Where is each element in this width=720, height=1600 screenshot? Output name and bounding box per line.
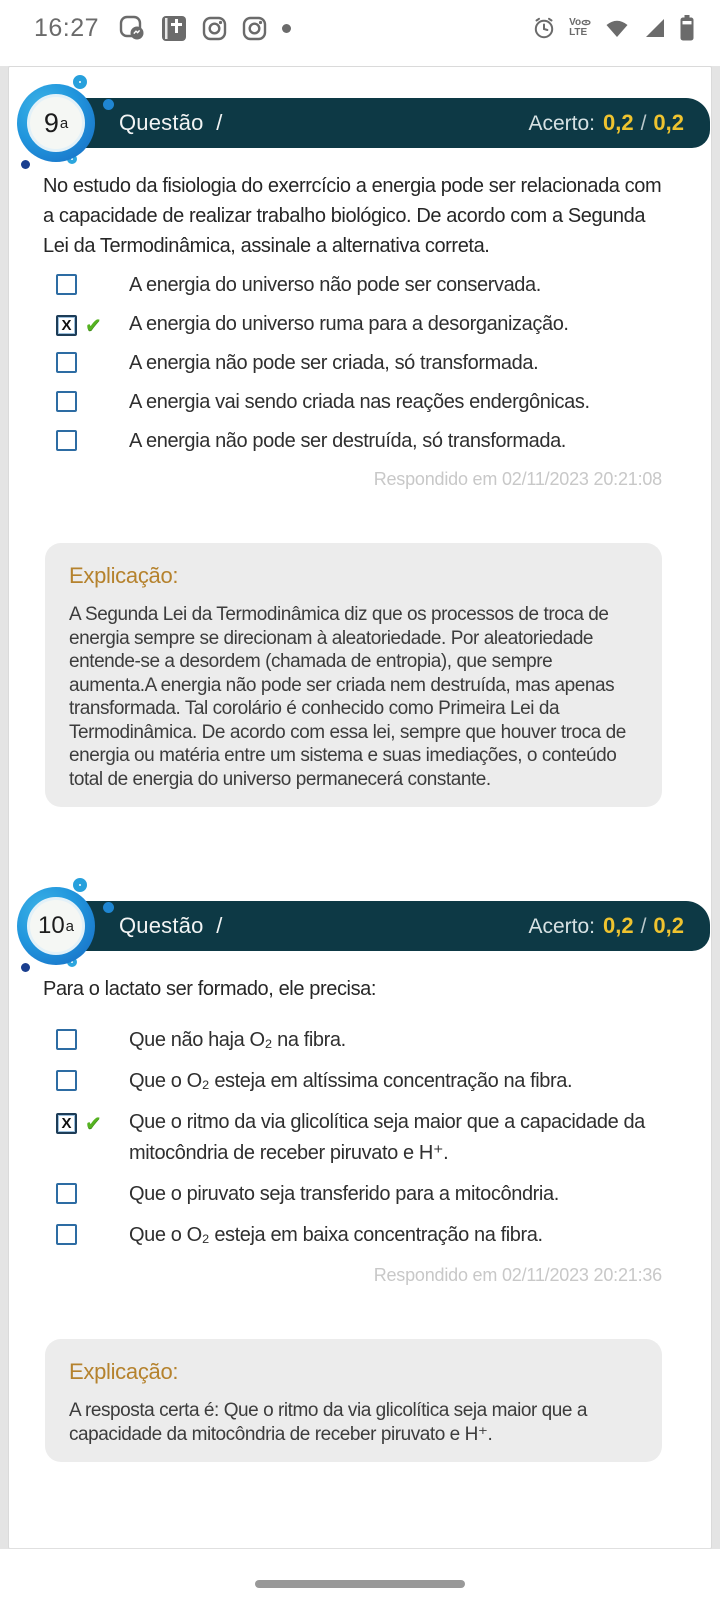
- explanation-box: [45, 1339, 662, 1462]
- option-row-selected-correct: X ✔ A energia do universo ruma para a desorganização.: [43, 313, 671, 340]
- option-row: Que o O₂ esteja em altíssima concentração na fibra.: [43, 1070, 671, 1097]
- wifi-icon: [604, 16, 630, 40]
- instagram-icon: [202, 16, 227, 41]
- question-card-10: [9, 901, 711, 1462]
- option-row: A energia do universo não pode ser conservada.: [43, 274, 671, 301]
- score-display: Acerto: 0,2 / 0,2: [528, 913, 684, 938]
- checkbox[interactable]: [56, 430, 77, 451]
- option-row: A energia vai sendo criada nas reações endergônicas.: [43, 391, 671, 418]
- navigation-area: [0, 1559, 720, 1600]
- question-10-header-bar: [56, 901, 710, 951]
- score-display: Acerto: 0,2 / 0,2: [528, 110, 684, 135]
- question-10-header: [9, 901, 711, 951]
- bubble-decoration: [73, 878, 87, 892]
- correct-check-icon: ✔: [85, 315, 102, 337]
- options-list: [43, 1029, 671, 1251]
- answered-timestamp: Respondido em 02/11/2023 20:21:08: [373, 469, 662, 489]
- content-background: [0, 66, 720, 1549]
- volte-bottom-label: LTE: [569, 27, 588, 38]
- checkbox[interactable]: [56, 274, 77, 295]
- quiz-review-card: [8, 66, 712, 1549]
- explanation-title: Explicação:: [69, 1359, 179, 1384]
- notification-dot: [282, 24, 291, 33]
- question-9-header-bar: [56, 98, 710, 148]
- question-number-badge: [15, 76, 115, 172]
- checkbox-checked[interactable]: X: [56, 315, 77, 336]
- score-earned: 0,2: [602, 913, 634, 938]
- option-row: Que o O₂ esteja em baixa concentração na fibra.: [43, 1224, 671, 1251]
- question-text: No estudo da fisiologia do exerrcício a energia pode ser relacionada com a capacidade de realizar trabalho biológico. De acordo com a Segunda Lei da Termodinâmica, assinale a alternativa correta.: [43, 175, 662, 257]
- bubble-decoration: [103, 902, 114, 913]
- signal-icon: [643, 16, 667, 40]
- system-status-icons: [532, 15, 694, 41]
- bubble-decoration: [73, 75, 87, 89]
- option-row: A energia não pode ser criada, só transformada.: [43, 352, 671, 379]
- question-text: Para o lactato ser formado, ele precisa:: [43, 978, 377, 1000]
- explanation-title: Explicação:: [69, 563, 179, 588]
- badge-ring: [17, 887, 95, 965]
- checkbox[interactable]: [56, 391, 77, 412]
- alarm-icon: [532, 16, 556, 40]
- checkbox[interactable]: [56, 1029, 77, 1050]
- score-total: 0,2: [653, 110, 684, 135]
- score-earned: 0,2: [602, 110, 634, 135]
- badge-ring: [17, 84, 95, 162]
- option-row: Que não haja O₂ na fibra.: [43, 1029, 671, 1056]
- explanation-text: A Segunda Lei da Termodinâmica diz que os processos de troca de energia sempre se direcionam à aleatoriedade. Por aleatoriedade entende-se a desordem (chamada de entropia), que sempre aumenta.A energia não pode ser criada nem destruída, mas apenas transformada. Tal corolário é conhecido como Primeira Lei da Termodinâmica. De acordo com essa lei, sempre que houver troca de energia ou matéria entre um sistema e suas imediações, o conteúdo total de energia do universo permanecerá constante.: [69, 604, 626, 790]
- question-label: Questão /: [119, 913, 223, 938]
- bubble-decoration: [21, 963, 30, 972]
- battery-icon: [680, 15, 694, 41]
- option-row: Que o piruvato seja transferido para a mitocôndria.: [43, 1183, 671, 1210]
- page-body: [0, 66, 720, 1559]
- question-9-header: [9, 98, 711, 148]
- bubble-decoration: [21, 160, 30, 169]
- notification-icons: [119, 15, 291, 42]
- correct-check-icon: ✔: [85, 1113, 102, 1135]
- explanation-box: [45, 543, 662, 807]
- question-number-badge: [15, 879, 115, 975]
- question-number: 10 a: [27, 897, 85, 955]
- question-card-9: [9, 98, 711, 807]
- bible-icon: [161, 15, 187, 42]
- answered-timestamp: Respondido em 02/11/2023 20:21:36: [373, 1265, 662, 1285]
- checkbox-checked[interactable]: X: [56, 1113, 77, 1134]
- messenger-icon: [119, 15, 146, 42]
- score-total: 0,2: [653, 913, 684, 938]
- question-label: Questão /: [119, 110, 223, 135]
- volte-icon: [569, 18, 591, 38]
- question-number: 9 a: [27, 94, 85, 152]
- checkbox[interactable]: [56, 352, 77, 373]
- status-bar: [0, 0, 720, 56]
- option-row: A energia não pode ser destruída, só transformada.: [43, 430, 671, 457]
- clock-time: 16:27: [34, 13, 100, 42]
- checkbox[interactable]: [56, 1070, 77, 1091]
- checkbox[interactable]: [56, 1224, 77, 1245]
- checkbox[interactable]: [56, 1183, 77, 1204]
- explanation-text: A resposta certa é: Que o ritmo da via glicolítica seja maior que a capacidade da mitocôndria de receber piruvato e H⁺.: [69, 1400, 587, 1445]
- bubble-decoration: [103, 99, 114, 110]
- options-list: [43, 274, 671, 457]
- volte-top-label: Voᯣ: [569, 17, 591, 28]
- option-row-selected-correct: X ✔ Que o ritmo da via glicolítica seja maior que a capacidade da mitocôndria de receber piruvato e H⁺.: [43, 1111, 671, 1169]
- gesture-handle[interactable]: [255, 1580, 465, 1588]
- instagram-icon: [242, 16, 267, 41]
